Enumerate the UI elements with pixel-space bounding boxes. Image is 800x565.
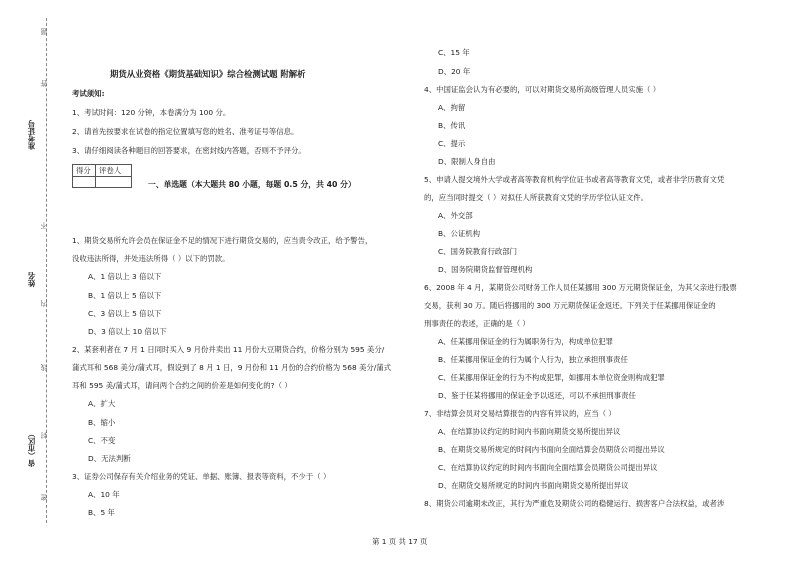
option-item: A、拘留 <box>438 103 466 112</box>
option-item: C、任某挪用保证金的行为不构成犯罪，如挪用本单位资金则构成犯罪 <box>438 373 665 382</box>
binding-dashed-line <box>46 18 47 523</box>
question-line: 4、中国证监会认为有必要的，可以对期货交易所高级管理人员实施（ ） <box>424 85 661 94</box>
option-item: B、传讯 <box>438 121 466 130</box>
option-item: B、任某挪用保证金的行为属个人行为，独立承担刑事责任 <box>438 355 628 364</box>
option-item: C、不变 <box>88 436 116 445</box>
option-item: D、国务院期货监督管理机构 <box>438 265 533 274</box>
seal-mark: 封 <box>41 432 49 439</box>
option-item: C、15 年 <box>438 48 470 57</box>
score-header: 得分 <box>76 166 91 175</box>
seal-mark: 答 <box>41 80 49 87</box>
score-table <box>72 164 132 188</box>
option-item: A、1 倍以上 3 倍以下 <box>88 272 162 281</box>
option-item: B、在期货交易所规定的时间内书面向全面结算会员期货公司提出异议 <box>438 445 665 454</box>
province-label: 省（市区） <box>27 430 36 467</box>
question-line: 1、期货交易所允许会员在保证金不足的情况下进行期货交易的，应当责令改正，给予警告， <box>72 236 373 245</box>
option-item: A、外交部 <box>438 211 473 220</box>
exam-number-label: 准考证号 <box>27 120 36 150</box>
notice-item: 1、考试时间：120 分钟，本卷满分为 100 分。 <box>72 108 231 117</box>
option-item: B、1 倍以上 5 倍以下 <box>88 291 162 300</box>
grader-header: 评卷人 <box>99 166 122 175</box>
seal-mark: 线 <box>41 364 49 371</box>
question-line: 耳和 595 美/蒲式耳，请问两个合约之间的价差是如何变化的?（ ） <box>72 381 292 390</box>
option-item: A、扩大 <box>88 399 116 408</box>
question-line: 7、非结算会员对交易结算报告的内容有异议的，应当（ ） <box>424 409 616 418</box>
question-line: 5、申请人提交境外大学或者高等教育机构学位证书或者高等教育文凭，或者非学历教育文凭 <box>424 175 725 184</box>
option-item: D、3 倍以上 10 倍以下 <box>88 327 167 336</box>
option-item: B、公证机构 <box>438 229 481 238</box>
question-line: 2、某套利者在 7 月 1 日同时买入 9 月份并卖出 11 月份大豆期货合约，价格分别为 595 美分/ <box>72 345 385 354</box>
option-item: C、提示 <box>438 139 466 148</box>
question-line: 的，应当同时提交（ ）对拟任人所获教育文凭的学历学位认证文件。 <box>424 193 649 202</box>
question-line: 6、2008 年 4 月，某期货公司财务工作人员任某挪用 300 万元期货保证金，为其父亲进行股票 <box>424 283 737 292</box>
seal-mark: 密 <box>41 494 49 501</box>
section-title: 一、单选题（本大题共 80 小题，每题 0.5 分，共 40 分） <box>148 180 356 189</box>
question-line: 没收违法所得，并处违法所得（ ）以下的罚款。 <box>72 254 230 263</box>
question-line: 3、证券公司保存有关介绍业务的凭证、单据、账簿、报表等资料，不少于（ ） <box>72 472 331 481</box>
option-item: C、3 倍以上 5 倍以下 <box>88 309 162 318</box>
option-item: A、10 年 <box>88 490 120 499</box>
option-item: A、在结算协议约定的时间内书面向期货交易所提出异议 <box>438 427 621 436</box>
option-item: D、限制人身自由 <box>438 157 496 166</box>
question-line: 交易，获利 30 万。随后将挪用的 300 万元期货保证金返还。下列关于任某挪用保证金的 <box>424 301 716 310</box>
option-item: B、缩小 <box>88 418 116 427</box>
option-item: C、在结算协议约定的时间内书面向全面结算会员期货公司提出异议 <box>438 463 658 472</box>
seal-mark: 不 <box>41 222 49 229</box>
page-number: 第 1 页 共 17 页 <box>372 537 428 546</box>
name-label: 姓名 <box>27 272 36 287</box>
seal-mark: 内 <box>41 300 49 307</box>
page-title: 期货从业资格《期货基础知识》综合检测试题 附解析 <box>110 69 306 79</box>
option-item: D、鉴于任某将挪用的保证金予以返还，可以不承担刑事责任 <box>438 391 636 400</box>
question-line: 刑事责任的表述，正确的是（ ） <box>424 319 530 328</box>
notice-heading: 考试须知: <box>72 89 105 98</box>
score-table-divider <box>73 176 131 177</box>
option-item: C、国务院教育行政部门 <box>438 247 518 256</box>
option-item: D、在期货交易所规定的时间内书面向期货交易所提出异议 <box>438 481 629 490</box>
seal-mark: 题 <box>41 28 49 35</box>
question-line: 8、期货公司逾期未改正，其行为严重危及期货公司的稳健运行、损害客户合法权益，或者涉 <box>424 499 725 508</box>
option-item: D、无法判断 <box>88 454 131 463</box>
option-item: A、任某挪用保证金的行为属职务行为，构成单位犯罪 <box>438 337 614 346</box>
notice-item: 2、请首先按要求在试卷的指定位置填写您的姓名、准考证号等信息。 <box>72 127 299 136</box>
option-item: D、20 年 <box>438 67 471 76</box>
option-item: B、5 年 <box>88 508 115 517</box>
question-line: 蒲式耳和 568 美分/蒲式耳，假设到了 8 月 1 日，9 月份和 11 月份的合约价格为 568 美分/蒲式 <box>72 363 392 372</box>
notice-item: 3、请仔细阅读各种题目的回答要求，在密封线内答题，否则不予评分。 <box>72 146 306 155</box>
